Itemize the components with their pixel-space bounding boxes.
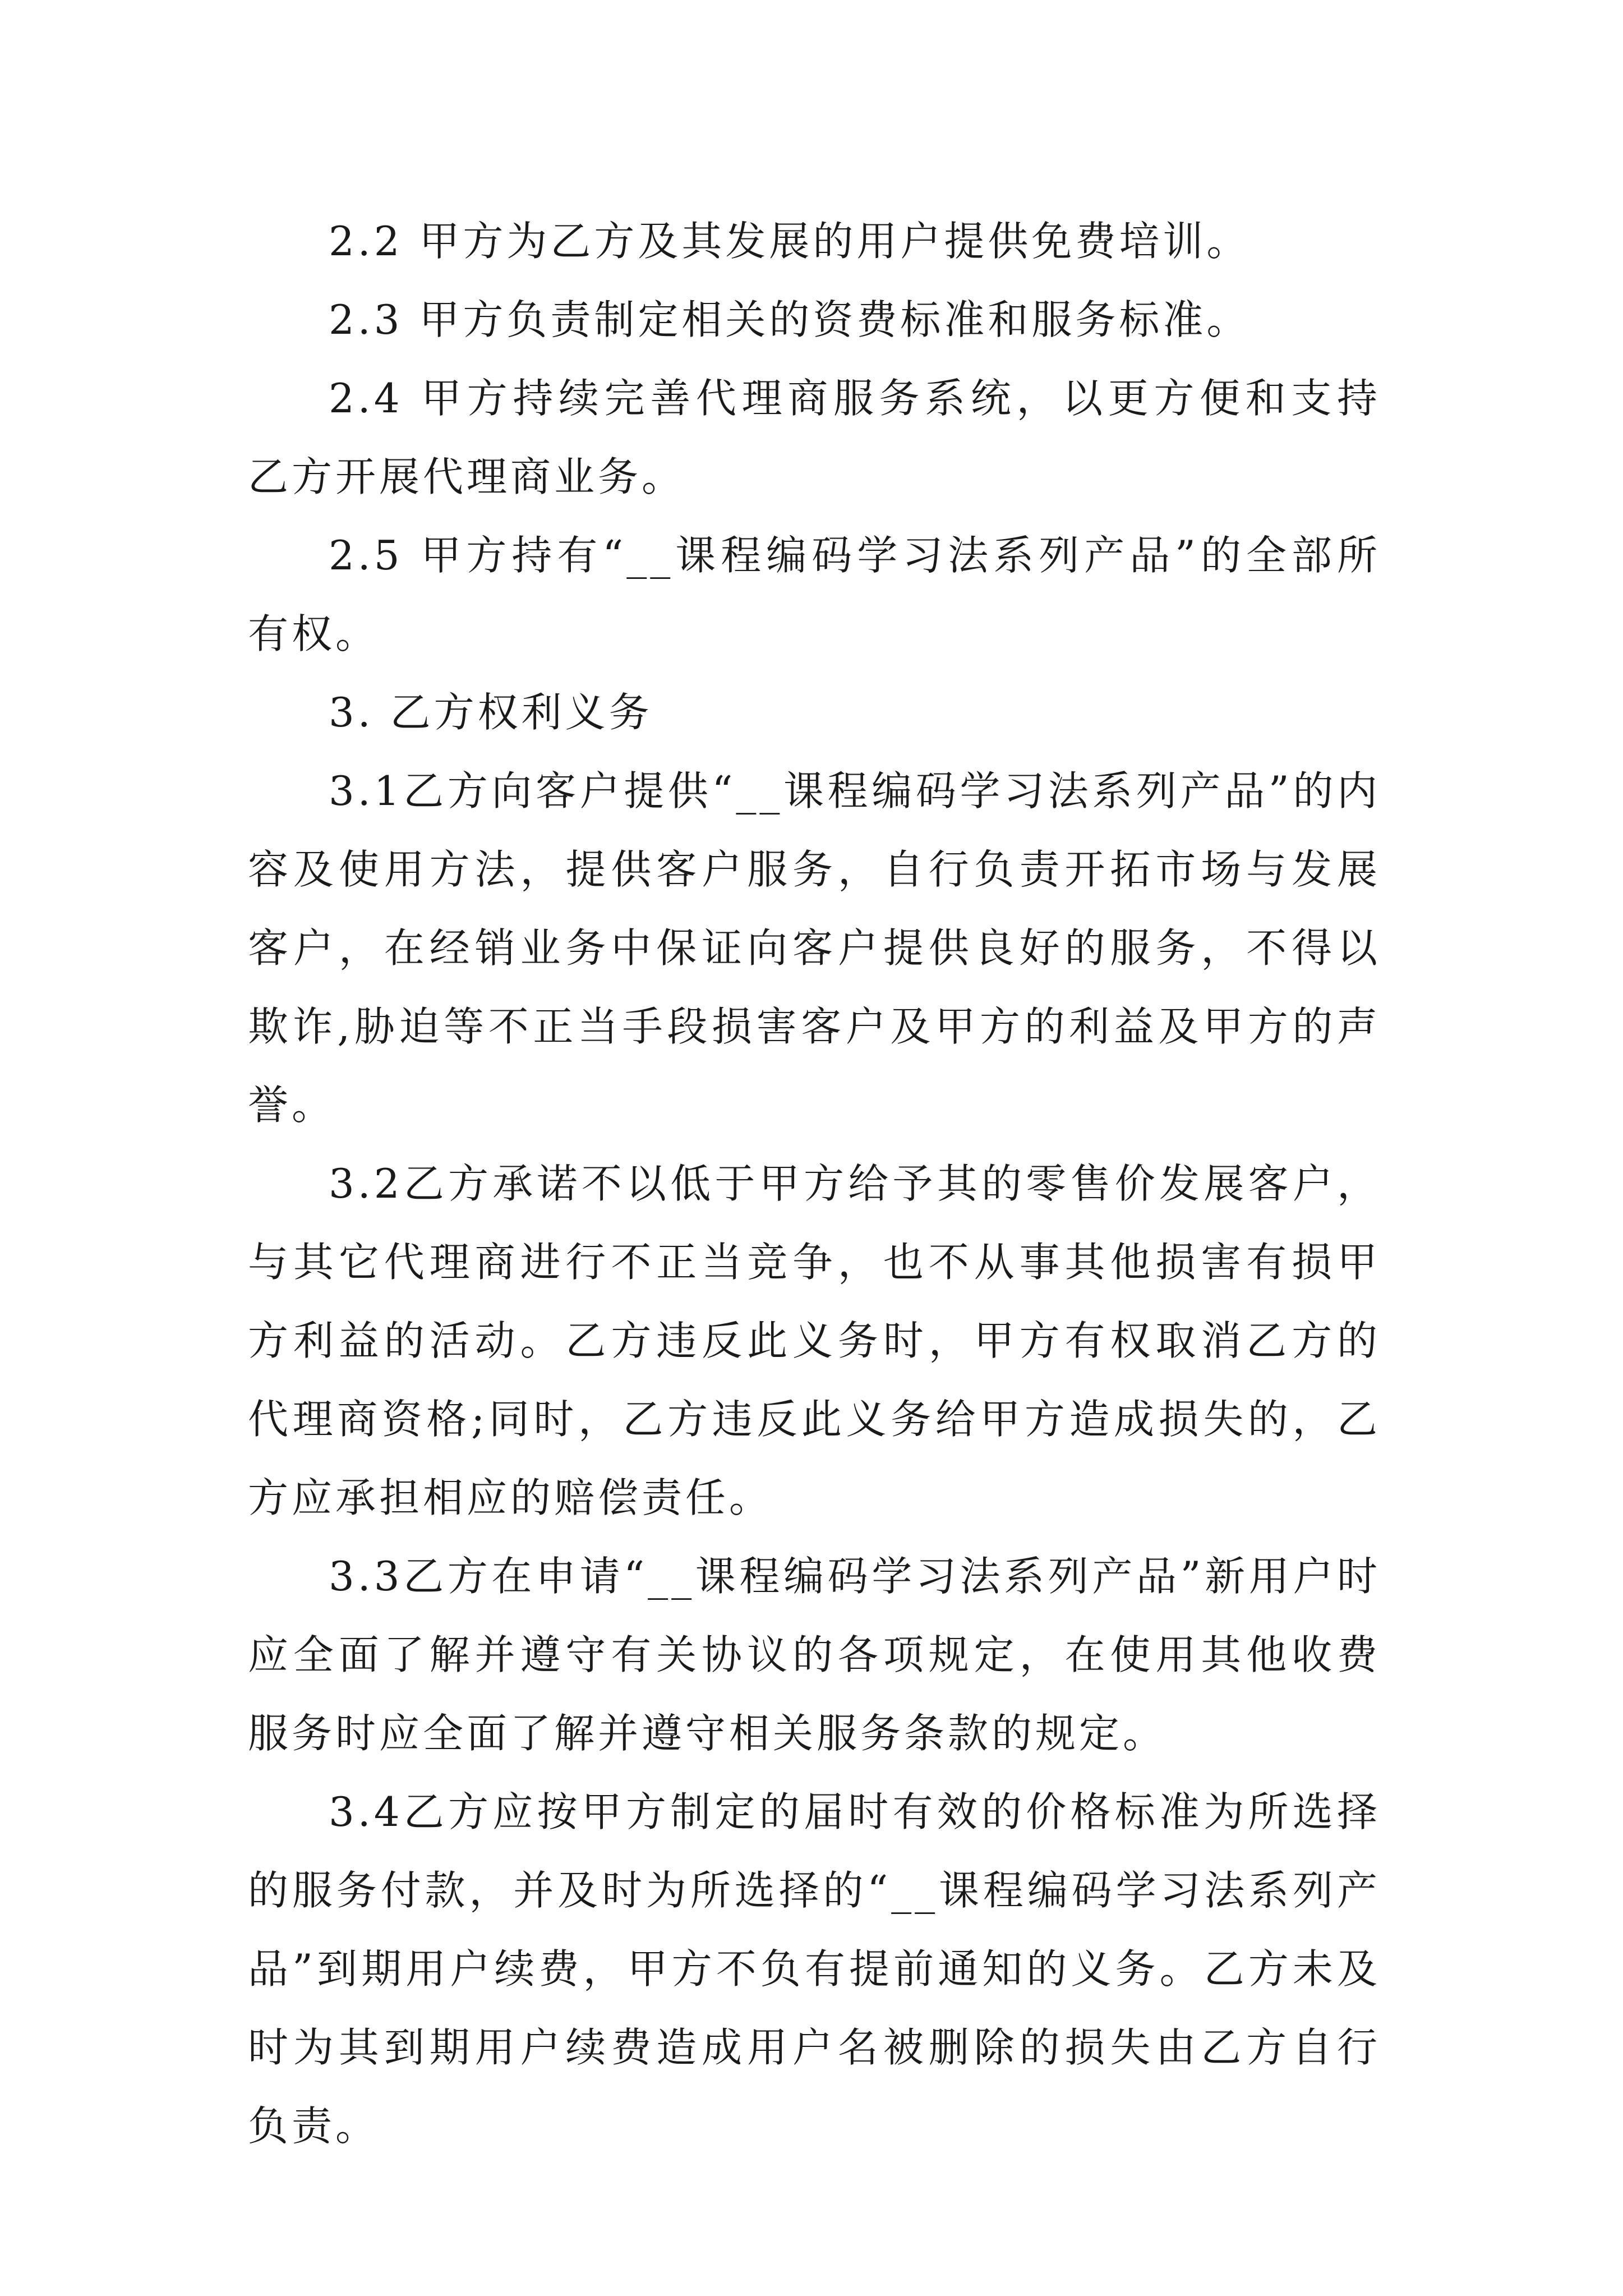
clause-3-3: 3.3乙方在申请“__课程编码学习法系列产品”新用户时应全面了解并遵守有关协议的各项规定，在使用其他收费服务时应全面了解并遵守相关服务条款的规定。 (248, 1553, 1381, 1757)
clause-3-4: 3.4乙方应按甲方制定的届时有效的价格标准为所选择的服务付款，并及时为所选择的“__课程编码学习法系列产品”到期用户续费，甲方不负有提前通知的义务。乙方未及时为其到期用户续费造成用户名被删除的损失由乙方自行负责。 (248, 1788, 1381, 2150)
clause-2-4: 2.4 甲方持续完善代理商服务系统，以更方便和支持乙方开展代理商业务。 (248, 375, 1381, 500)
clause-3-2: 3.2乙方承诺不以低于甲方给予其的零售价发展客户，与其它代理商进行不正当竞争，也不从事其他损害有损甲方利益的活动。乙方违反此义务时，甲方有权取消乙方的代理商资格;同时，乙方违反此义务给甲方造成损失的，乙方应承担相应的赔偿责任。 (248, 1160, 1381, 1521)
clause-2-5: 2.5 甲方持有“__课程编码学习法系列产品”的全部所有权。 (248, 532, 1381, 657)
clause-3-1: 3.1乙方向客户提供“__课程编码学习法系列产品”的内容及使用方法，提供客户服务，自行负责开拓市场与发展客户，在经销业务中保证向客户提供良好的服务，不得以欺诈,胁迫等不正当手段损害客户及甲方的利益及甲方的声誉。 (248, 767, 1381, 1129)
clause-2-2: 2.2 甲方为乙方及其发展的用户提供免费培训。 (329, 218, 1251, 265)
section-3-heading: 3. 乙方权利义务 (329, 689, 653, 736)
document-body (248, 202, 1381, 2165)
clause-2-3: 2.3 甲方负责制定相关的资费标准和服务标准。 (329, 296, 1251, 343)
